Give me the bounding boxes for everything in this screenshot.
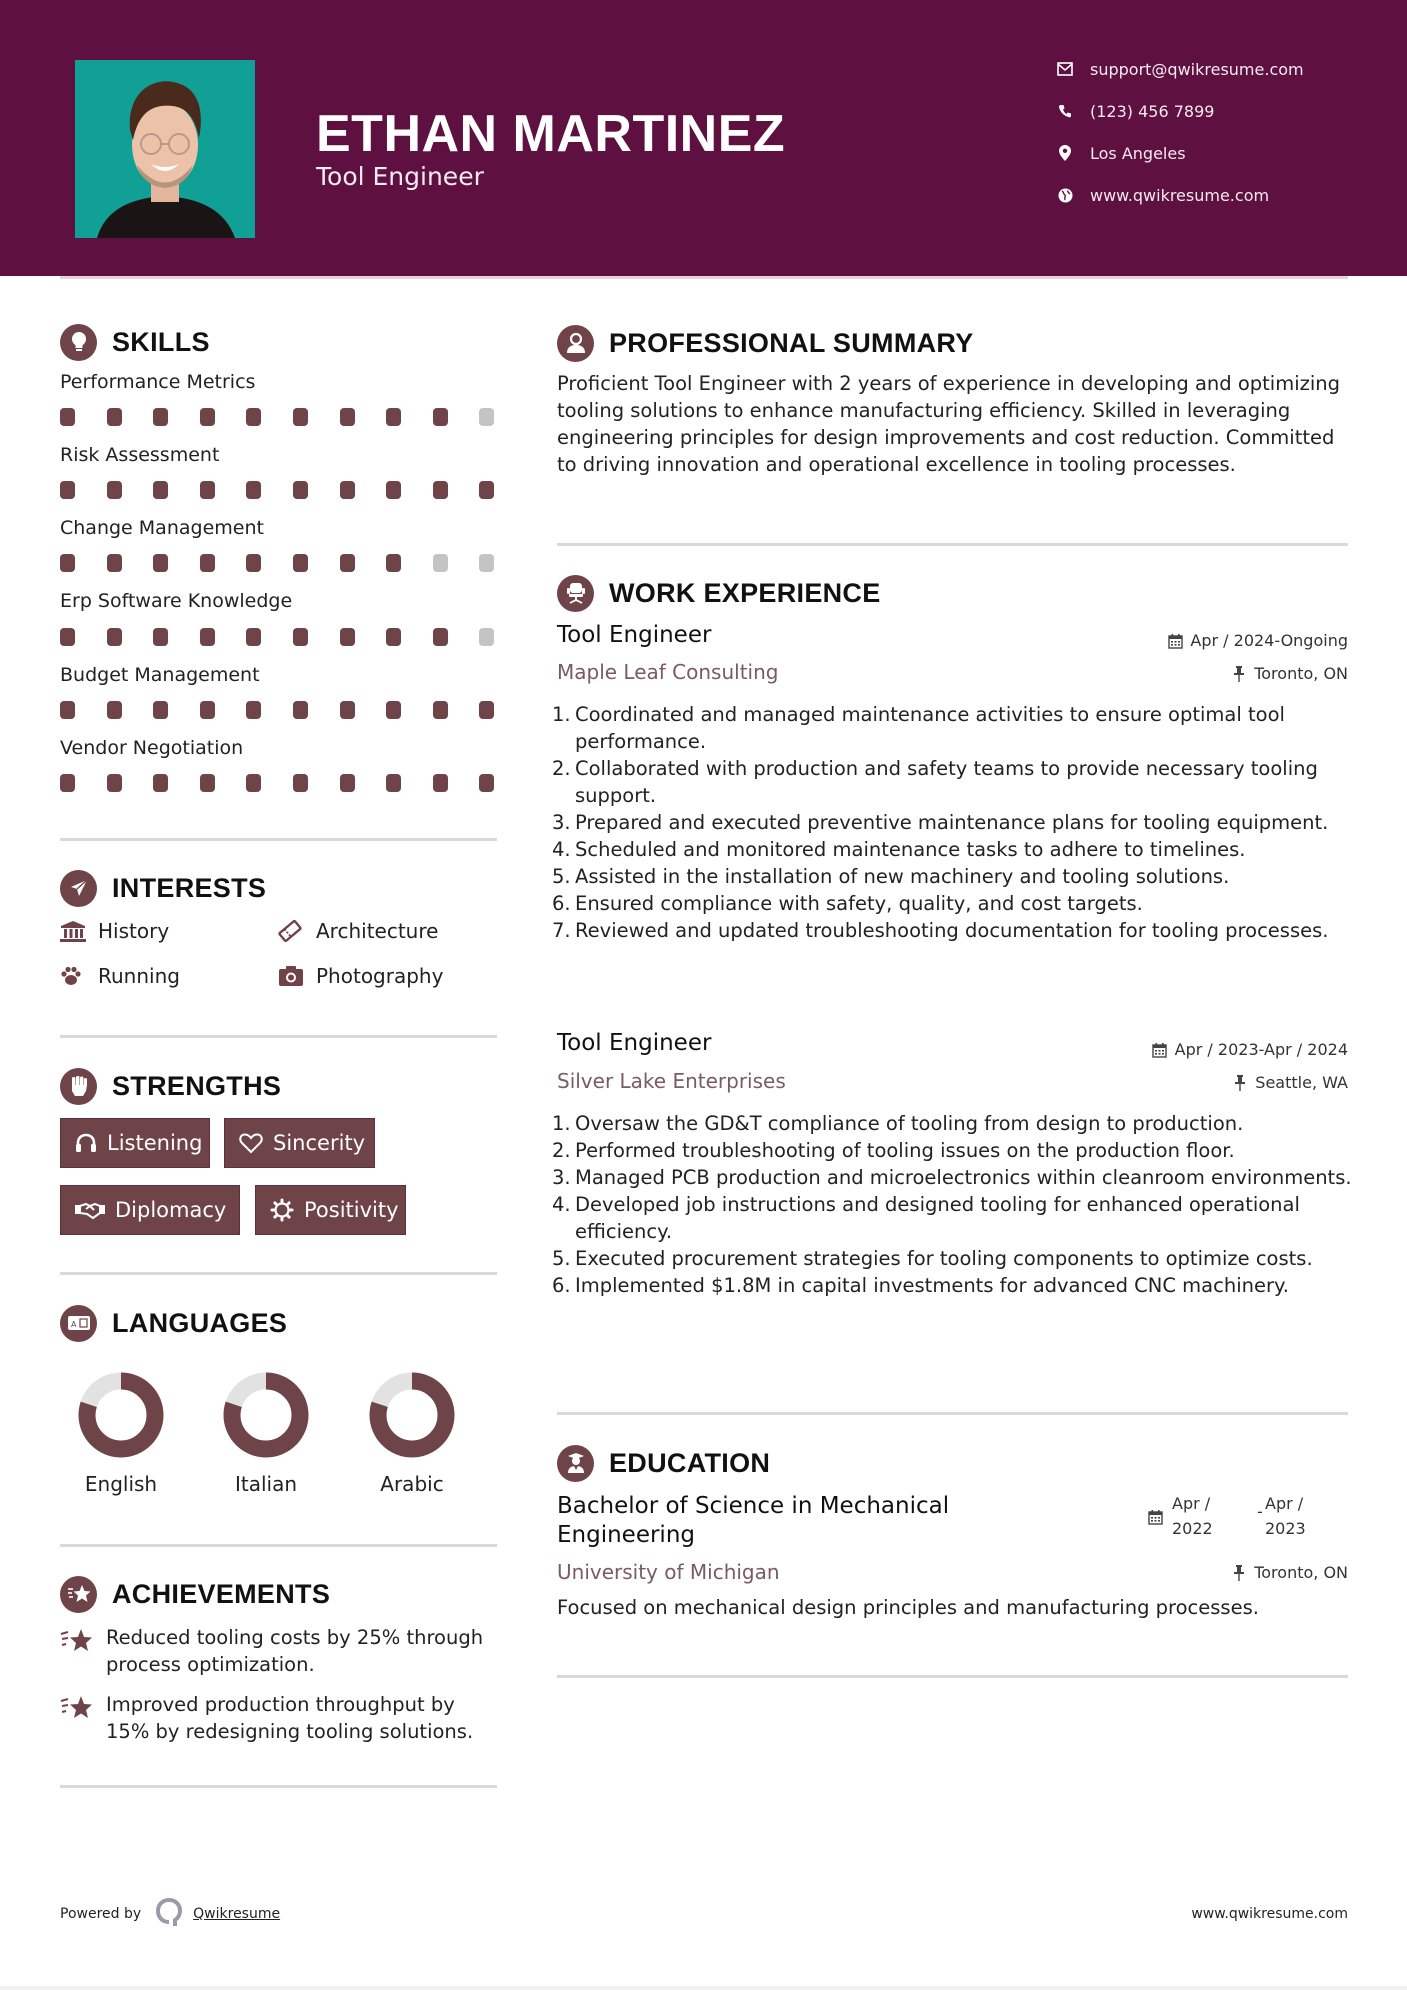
footer-powered-by — [60, 1898, 280, 1930]
skill-dot-empty — [479, 554, 494, 572]
skill-dot-filled — [246, 408, 261, 426]
language-label: Arabic — [380, 1472, 444, 1496]
job-location-text: Seattle, WA — [1255, 1073, 1348, 1092]
profile-photo — [75, 60, 255, 238]
interest-label: Architecture — [316, 919, 439, 943]
skill-dot-filled — [153, 628, 168, 646]
list-number: 1. — [552, 703, 571, 726]
experience-title: WORK EXPERIENCE — [609, 577, 881, 608]
skill-dot-filled — [386, 481, 401, 499]
museum-icon — [60, 920, 88, 942]
header-divider — [60, 276, 1348, 279]
skill-dot-filled — [340, 701, 355, 719]
resume-header — [0, 0, 1407, 276]
footer-website[interactable]: www.qwikresume.com — [1191, 1906, 1348, 1922]
strength-badge-positivity — [255, 1185, 406, 1235]
skill-dot-filled — [60, 408, 75, 426]
job-company: Silver Lake Enterprises — [557, 1069, 786, 1093]
contact-email[interactable] — [1055, 57, 1355, 81]
job-title: Tool Engineer — [557, 1030, 712, 1056]
skill-label: Vendor Negotiation — [60, 737, 244, 759]
language-donut-italian — [216, 1365, 316, 1465]
qwikresume-logo-icon — [155, 1897, 183, 1931]
skill-dot-filled — [433, 701, 448, 719]
job-duties-list — [552, 1110, 1357, 1299]
skill-dot-empty — [479, 628, 494, 646]
job-duty-text: Prepared and executed preventive maintenance plans for tooling equipment. — [575, 811, 1329, 834]
education-description: Focused on mechanical design principles and manufacturing processes. — [557, 1596, 1259, 1619]
contact-location-text: Los Angeles — [1090, 143, 1186, 163]
pushpin-icon — [1232, 1075, 1248, 1091]
skill-dot-filled — [246, 774, 261, 792]
list-number: 6. — [552, 1274, 571, 1297]
skill-dot-filled — [107, 408, 122, 426]
job-duty-item — [552, 1272, 1357, 1299]
language-label: English — [84, 1472, 158, 1496]
camera-icon — [278, 965, 306, 987]
strengths-title: STRENGTHS — [112, 1070, 282, 1101]
section-divider — [557, 543, 1348, 546]
job-dates-text: Apr / 2024-Ongoing — [1190, 631, 1348, 650]
job-duty-item — [552, 701, 1357, 755]
languages-section-header — [60, 1303, 287, 1343]
skill-dot-filled — [60, 554, 75, 572]
job-dates — [1167, 631, 1348, 650]
user-icon — [557, 325, 594, 362]
list-number: 3. — [552, 1166, 571, 1189]
list-number: 2. — [552, 757, 571, 780]
skill-dot-filled — [293, 554, 308, 572]
skill-dot-filled — [107, 701, 122, 719]
skill-dot-filled — [200, 554, 215, 572]
section-divider — [557, 1675, 1348, 1678]
skill-dot-filled — [200, 628, 215, 646]
skills-section-header — [60, 322, 210, 362]
degree-title: Bachelor of Science in Mechanical Engineering — [557, 1493, 950, 1548]
phone-icon — [1055, 101, 1075, 121]
job-duty-text: Performed troubleshooting of tooling issues on the production floor. — [575, 1139, 1235, 1162]
map-pin-icon — [1055, 143, 1075, 163]
skill-rating — [60, 408, 500, 426]
job-duty-text: Scheduled and monitored maintenance tasks to adhere to timelines. — [575, 838, 1246, 861]
language-donut-arabic — [362, 1365, 462, 1465]
job-duty-text: Reviewed and updated troubleshooting documentation for tooling processes. — [575, 919, 1329, 942]
donut-chart — [71, 1365, 171, 1465]
skill-dot-filled — [200, 774, 215, 792]
skill-dot-filled — [479, 701, 494, 719]
list-number: 4. — [552, 838, 571, 861]
achievements-title: ACHIEVEMENTS — [112, 1578, 331, 1609]
job-location — [1231, 664, 1348, 683]
edu-end-year: 2023 — [1265, 1519, 1306, 1538]
headphones-icon — [75, 1131, 97, 1155]
skill-dot-filled — [293, 481, 308, 499]
skill-dot-filled — [107, 628, 122, 646]
skill-dot-filled — [60, 481, 75, 499]
job-duty-text: Developed job instructions and designed tooling for enhanced operational efficiency. — [575, 1193, 1300, 1243]
edu-end-month: Apr / — [1265, 1494, 1304, 1513]
job-duty-item — [552, 1110, 1357, 1137]
interest-item-history — [60, 918, 169, 944]
svg-text:A: A — [70, 1320, 76, 1329]
language-donut-english — [71, 1365, 171, 1465]
contact-email-text: support@qwikresume.com — [1090, 59, 1304, 79]
skill-dot-filled — [246, 481, 261, 499]
skill-dot-empty — [433, 554, 448, 572]
skill-label: Budget Management — [60, 664, 260, 686]
interests-title: INTERESTS — [112, 872, 267, 903]
skill-dot-filled — [246, 554, 261, 572]
summary-title: PROFESSIONAL SUMMARY — [609, 327, 974, 358]
skill-dot-filled — [433, 481, 448, 499]
edu-date-separator: - — [1257, 1502, 1263, 1521]
list-number: 2. — [552, 1139, 571, 1162]
skill-dot-filled — [433, 628, 448, 646]
pushpin-icon — [1231, 1565, 1247, 1581]
contact-phone-text: (123) 456 7899 — [1090, 101, 1215, 121]
language-card-icon — [60, 1305, 97, 1342]
globe-icon — [1055, 185, 1075, 205]
skill-dot-filled — [107, 774, 122, 792]
contact-location — [1055, 141, 1355, 165]
job-duty-item — [552, 1191, 1357, 1245]
experience-section-header — [557, 573, 881, 613]
skill-dot-filled — [153, 481, 168, 499]
list-number: 4. — [552, 1193, 571, 1216]
skill-dot-filled — [433, 408, 448, 426]
job-duty-item — [552, 890, 1357, 917]
raised-fist-icon — [60, 1068, 97, 1105]
job-location-text: Toronto, ON — [1254, 664, 1348, 683]
job-duty-text: Ensured compliance with safety, quality, and cost targets. — [575, 892, 1143, 915]
job-duty-item — [552, 1245, 1357, 1272]
skill-dot-filled — [479, 774, 494, 792]
achievement-item — [60, 1624, 500, 1678]
skill-dot-filled — [386, 628, 401, 646]
interest-item-architecture — [278, 918, 438, 944]
skill-dot-filled — [153, 408, 168, 426]
job-duty-item — [552, 809, 1357, 836]
skill-dot-filled — [153, 774, 168, 792]
calendar-icon — [1152, 1042, 1168, 1058]
qwikresume-link[interactable]: Qwikresume — [193, 1906, 281, 1922]
contact-website-text: www.qwikresume.com — [1090, 185, 1270, 205]
skill-dot-filled — [107, 481, 122, 499]
skill-dot-filled — [479, 481, 494, 499]
job-location — [1232, 1073, 1348, 1092]
skill-dot-empty — [479, 408, 494, 426]
heart-icon — [239, 1131, 263, 1155]
school-name: University of Michigan — [557, 1560, 780, 1584]
section-divider — [60, 1035, 497, 1038]
interest-label: Photography — [316, 964, 444, 988]
job-duty-item — [552, 755, 1357, 809]
skill-dot-filled — [386, 774, 401, 792]
achievements-section-header — [60, 1574, 330, 1614]
skill-rating — [60, 701, 500, 719]
skills-title: SKILLS — [112, 326, 210, 357]
edu-start-month: Apr / — [1172, 1494, 1211, 1513]
skill-dot-filled — [340, 481, 355, 499]
paw-icon — [60, 966, 88, 986]
lightbulb-icon — [60, 324, 97, 361]
envelope-icon — [1055, 59, 1075, 79]
pushpin-icon — [1231, 666, 1247, 682]
job-duty-text: Managed PCB production and microelectronics within cleanroom environments. — [575, 1166, 1352, 1189]
section-divider — [60, 1544, 497, 1547]
candidate-name: ETHAN MARTINEZ — [316, 105, 786, 163]
skill-dot-filled — [153, 701, 168, 719]
handshake-icon — [75, 1198, 105, 1222]
skill-rating — [60, 628, 500, 646]
skill-dot-filled — [293, 774, 308, 792]
contact-phone[interactable] — [1055, 99, 1355, 123]
job-company: Maple Leaf Consulting — [557, 660, 779, 684]
education-title: EDUCATION — [609, 1447, 771, 1478]
strength-badge-diplomacy — [60, 1185, 240, 1235]
skill-dot-filled — [60, 774, 75, 792]
job-duty-item — [552, 863, 1357, 890]
skill-dot-filled — [340, 628, 355, 646]
shooting-star-icon — [60, 1693, 94, 1723]
powered-by-label: Powered by — [60, 1906, 142, 1922]
achievement-text: Reduced tooling costs by 25% through process optimization. — [106, 1626, 484, 1676]
achievement-item — [60, 1691, 500, 1745]
skill-dot-filled — [246, 701, 261, 719]
job-duty-item — [552, 1164, 1357, 1191]
skill-dot-filled — [153, 554, 168, 572]
calendar-icon — [1148, 1509, 1163, 1529]
strength-badge-listening — [60, 1118, 210, 1168]
job-duty-item — [552, 1137, 1357, 1164]
skill-rating — [60, 481, 500, 499]
section-divider — [60, 1785, 497, 1788]
skill-label: Performance Metrics — [60, 371, 256, 393]
interest-item-running — [60, 963, 180, 989]
section-divider — [557, 1412, 1348, 1415]
job-duty-text: Oversaw the GD&T compliance of tooling from design to production. — [575, 1112, 1244, 1135]
section-divider — [60, 838, 497, 841]
calendar-icon — [1167, 633, 1183, 649]
interests-section-header — [60, 868, 266, 908]
skill-dot-filled — [60, 628, 75, 646]
office-chair-icon — [557, 575, 594, 612]
skill-label: Change Management — [60, 517, 264, 539]
education-location-text: Toronto, ON — [1254, 1563, 1348, 1582]
edu-start-year: 2022 — [1172, 1519, 1213, 1538]
summary-text: Proficient Tool Engineer with 2 years of experience in developing and optimizing tooling solutions to enhance manufacturing efficiency. Skilled in leveraging engineering principles for design improvements and cost reduction. Committed to driving innovation and operational excellence in tooling processes. — [557, 372, 1341, 476]
job-duty-text: Executed procurement strategies for tooling components to optimize costs. — [575, 1247, 1313, 1270]
list-number: 1. — [552, 1112, 571, 1135]
interest-item-photography — [278, 963, 443, 989]
skill-dot-filled — [386, 701, 401, 719]
skill-rating — [60, 774, 500, 792]
donut-chart — [216, 1365, 316, 1465]
skill-dot-filled — [386, 408, 401, 426]
candidate-title: Tool Engineer — [316, 162, 484, 191]
skill-dot-filled — [293, 701, 308, 719]
job-dates — [1152, 1040, 1348, 1059]
summary-section-header — [557, 323, 974, 363]
shooting-star-icon — [60, 1576, 97, 1613]
skill-dot-filled — [340, 554, 355, 572]
interest-label: Running — [98, 964, 180, 988]
job-dates-text: Apr / 2023-Apr / 2024 — [1174, 1040, 1348, 1059]
language-label: Italian — [234, 1472, 298, 1496]
skill-dot-filled — [200, 408, 215, 426]
strength-label: Positivity — [304, 1198, 399, 1222]
education-section-header — [557, 1443, 770, 1483]
skill-dot-filled — [200, 701, 215, 719]
list-number: 7. — [552, 919, 571, 942]
person-photo-illustration — [75, 60, 255, 238]
skill-label: Erp Software Knowledge — [60, 590, 293, 612]
skill-dot-filled — [340, 774, 355, 792]
contact-website[interactable] — [1055, 183, 1355, 207]
shooting-star-icon — [60, 1626, 94, 1656]
education-location — [1231, 1563, 1348, 1582]
strength-label: Listening — [107, 1131, 203, 1155]
skill-dot-filled — [433, 774, 448, 792]
job-duty-item — [552, 836, 1357, 863]
achievement-text: Improved production throughput by 15% by redesigning tooling solutions. — [106, 1693, 474, 1743]
graduate-icon — [557, 1445, 594, 1482]
list-number: 3. — [552, 811, 571, 834]
job-duty-text: Implemented $1.8M in capital investments for advanced CNC machinery. — [575, 1274, 1289, 1297]
interest-label: History — [98, 919, 170, 943]
list-number: 5. — [552, 865, 571, 888]
skill-dot-filled — [200, 481, 215, 499]
paper-plane-icon — [60, 870, 97, 907]
ticket-icon — [278, 920, 306, 942]
skill-rating — [60, 554, 500, 572]
section-divider — [60, 1272, 497, 1275]
skill-label: Risk Assessment — [60, 444, 220, 466]
list-number: 6. — [552, 892, 571, 915]
skill-dot-filled — [340, 408, 355, 426]
job-duty-text: Collaborated with production and safety teams to provide necessary tooling support. — [575, 757, 1318, 807]
skill-dot-filled — [293, 628, 308, 646]
page-bottom-edge — [0, 1986, 1407, 1990]
skill-dot-filled — [246, 628, 261, 646]
list-number: 5. — [552, 1247, 571, 1270]
job-duty-text: Coordinated and managed maintenance activities to ensure optimal tool performance. — [575, 703, 1285, 753]
skill-dot-filled — [60, 701, 75, 719]
strengths-section-header — [60, 1066, 281, 1106]
education-dates — [1148, 1492, 1348, 1552]
skill-dot-filled — [293, 408, 308, 426]
strength-label: Sincerity — [273, 1131, 366, 1155]
strength-label: Diplomacy — [115, 1198, 227, 1222]
job-duty-item — [552, 917, 1357, 944]
skill-dot-filled — [386, 554, 401, 572]
job-duties-list — [552, 701, 1357, 944]
strength-badge-sincerity — [224, 1118, 375, 1168]
donut-chart — [362, 1365, 462, 1465]
skill-dot-filled — [107, 554, 122, 572]
job-title: Tool Engineer — [557, 622, 712, 648]
languages-title: LANGUAGES — [112, 1307, 288, 1338]
job-duty-text: Assisted in the installation of new machinery and tooling solutions. — [575, 865, 1230, 888]
sun-gear-icon — [270, 1198, 294, 1222]
